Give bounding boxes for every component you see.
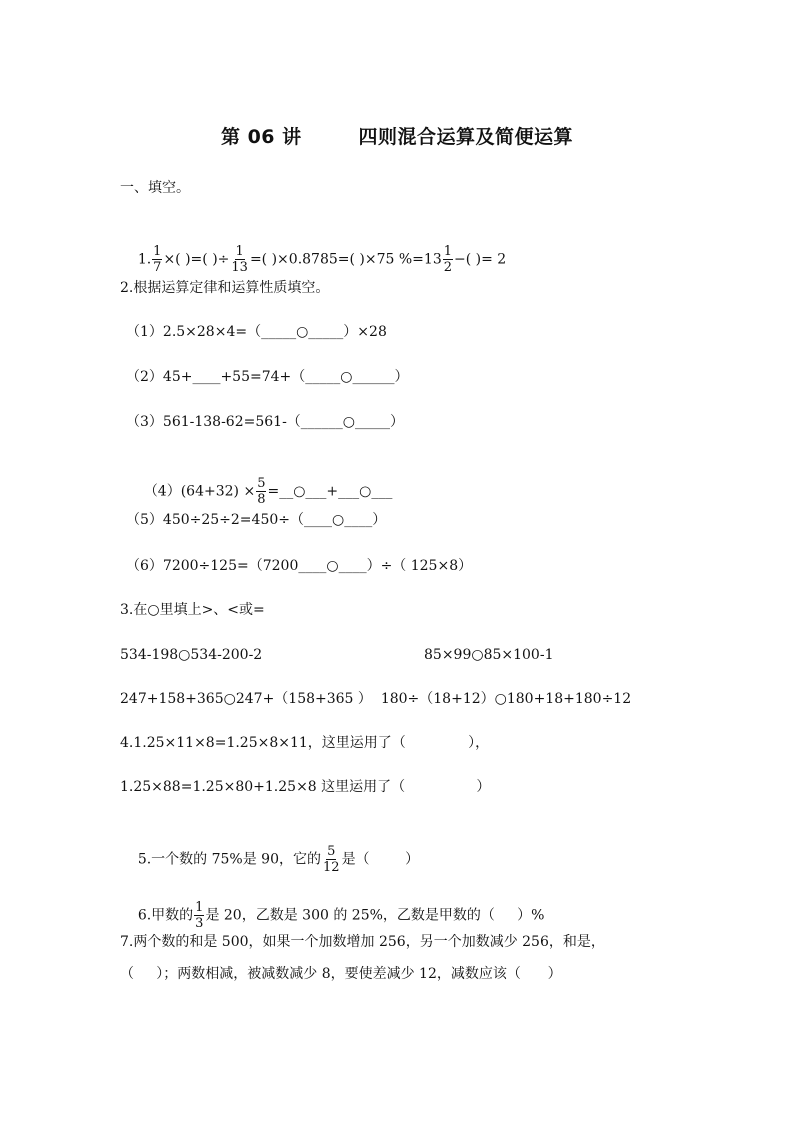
fraction-1-7: $\frac{1}{7}$: [153, 244, 162, 275]
question-4-line-1: 4.1.25×11×8=1.25×8×11，这里运用了（ ），: [120, 735, 490, 751]
question-2-item-3: （3）561-138-62=561-（______○_____）: [126, 414, 405, 430]
question-3-stem: 3.在○里填上>、<或=: [120, 602, 265, 618]
section-heading: 一、填空。: [120, 180, 190, 196]
question-2-item-5: （5）450÷25÷2=450÷（____○____）: [126, 512, 387, 528]
question-2-item-6: （6）7200÷125=（7200____○____）÷（ 125×8）: [126, 558, 473, 574]
q5-suffix: 是（ ）: [341, 851, 420, 868]
question-7-line-1: 7.两个数的和是 500，如果一个加数增加 256，另一个加数减少 256，和是，: [120, 934, 605, 950]
question-3-c: 247+158+365○247+（158+365 ） 180÷（18+12）○180+18+180÷12: [120, 691, 632, 707]
question-2-item-2: （2）45+____+55=74+（_____○______）: [126, 369, 409, 385]
q2-item4-suffix: =__○___+___○___: [267, 483, 393, 500]
fraction-5-12: $\frac{5}{12}$: [323, 844, 340, 875]
page-title: 第 06 讲 四则混合运算及简便运算: [220, 126, 574, 148]
q6-prefix: 6.甲数的: [137, 907, 194, 924]
question-2-item-1: （1）2.5×28×4=（_____○_____）×28: [126, 324, 387, 340]
question-3-a: 534-198○534-200-2: [120, 647, 263, 663]
question-2-stem: 2.根据运算定律和运算性质填空。: [120, 280, 330, 296]
q6-suffix: 是 20，乙数是 300 的 25%，乙数是甲数的（ ）%: [205, 907, 545, 924]
fraction-1-3: $\frac{1}{3}$: [195, 900, 204, 931]
q1-prefix: 1.: [137, 251, 152, 268]
q1-segment-1: ×( )=( )÷: [163, 251, 230, 268]
q1-segment-3: −( )= 2: [454, 251, 507, 268]
question-3-b: 85×99○85×100-1: [424, 647, 554, 663]
q1-segment-2: =( )×0.8785=( )×75 %=13: [249, 251, 442, 268]
question-4-line-2: 1.25×88=1.25×80+1.25×8 这里运用了（ ）: [120, 779, 491, 795]
q5-prefix: 5.一个数的 75%是 90，它的: [137, 851, 322, 868]
fraction-5-8: $\frac{5}{8}$: [257, 476, 266, 507]
fraction-1-13: $\frac{1}{13}$: [231, 244, 248, 275]
q2-item4-prefix: （4）(64+32) ×: [143, 483, 256, 500]
question-7-line-2: （ ）；两数相减，被减数减少 8，要使差减少 12，减数应该（ ）: [120, 966, 562, 982]
fraction-1-2: $\frac{1}{2}$: [443, 244, 453, 275]
